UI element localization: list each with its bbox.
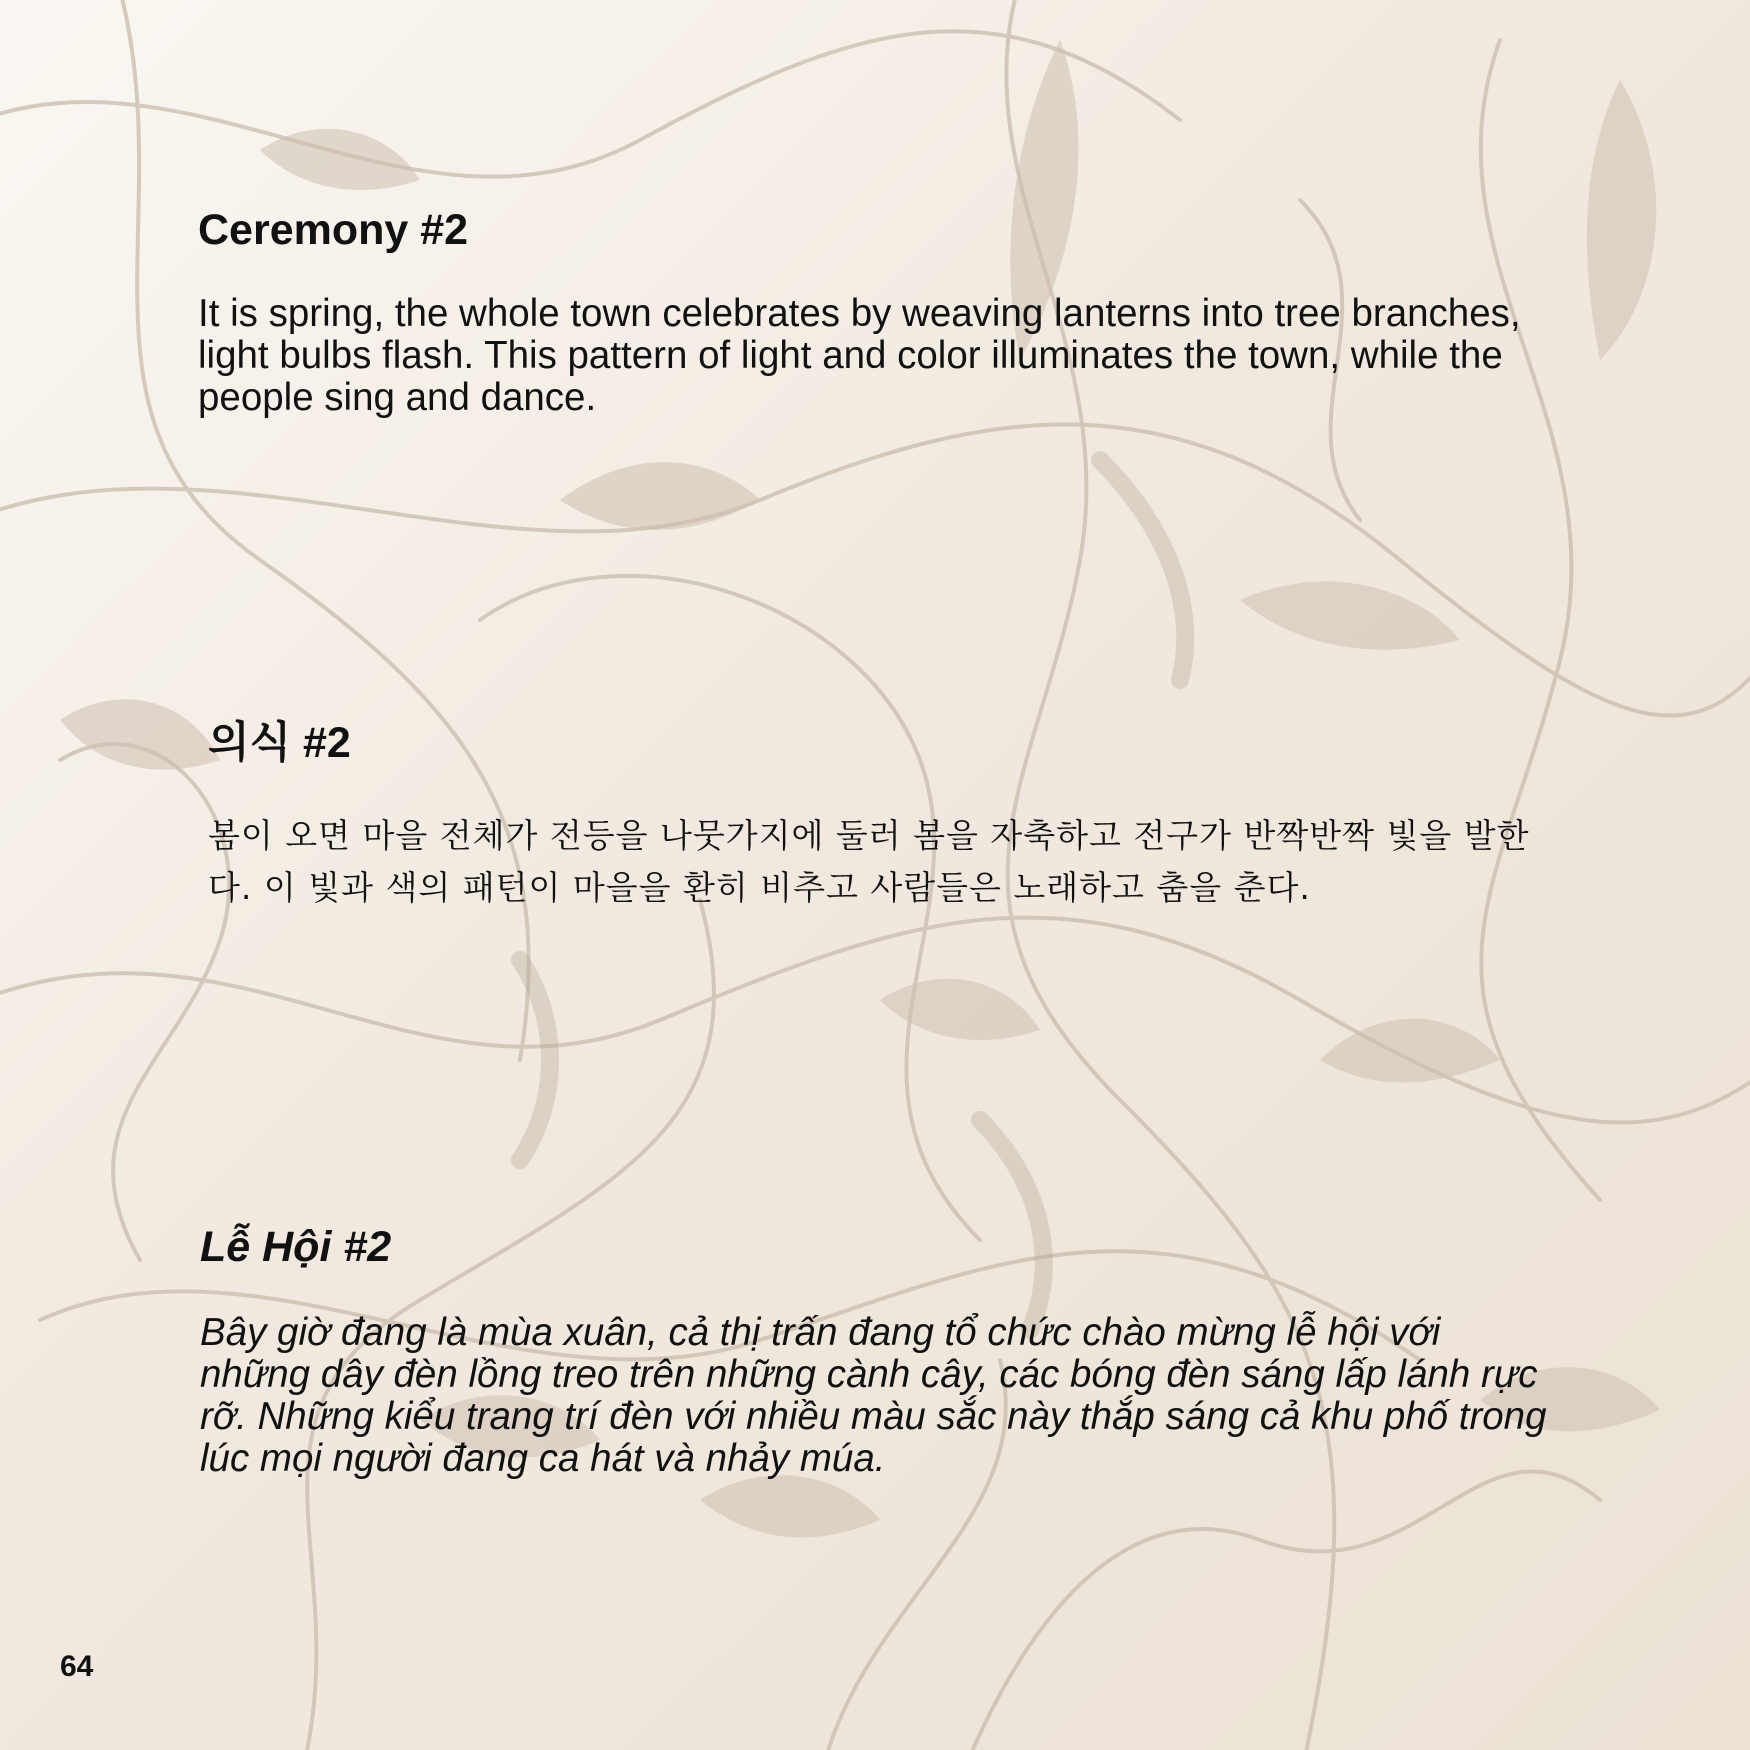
section-vietnamese	[200, 1222, 1560, 1480]
section-korean	[208, 718, 1568, 914]
english-paragraph: It is spring, the whole town celebrates by weaving lanterns into tree branches, light bulbs flash. This pattern of light and color illuminates the town, while the people sing and dance.	[198, 291, 1521, 419]
korean-title: 의식 #2	[208, 719, 351, 767]
vietnamese-title: Lễ Hội #2	[200, 1223, 392, 1271]
section-english	[198, 205, 1558, 419]
page-number: 64	[60, 1650, 94, 1683]
english-title: Ceremony #2	[198, 206, 469, 254]
korean-paragraph: 봄이 오면 마을 전체가 전등을 나뭇가지에 둘러 봄을 자축하고 전구가 반짝반짝 빛을 발한다. 이 빛과 색의 패턴이 마을을 환히 비추고 사람들은 노래하고 춤을 춘다.	[208, 815, 1530, 907]
vietnamese-paragraph: Bây giờ đang là mùa xuân, cả thị trấn đang tổ chức chào mừng lễ hội với những dây đèn lồng treo trên những cành cây, các bóng đèn sáng lấp lánh rực rỡ. Những kiểu trang trí đèn với nhiều màu sắc này thắp sáng cả khu phố trong lúc mọi người đang ca hát và nhảy múa.	[200, 1310, 1547, 1480]
